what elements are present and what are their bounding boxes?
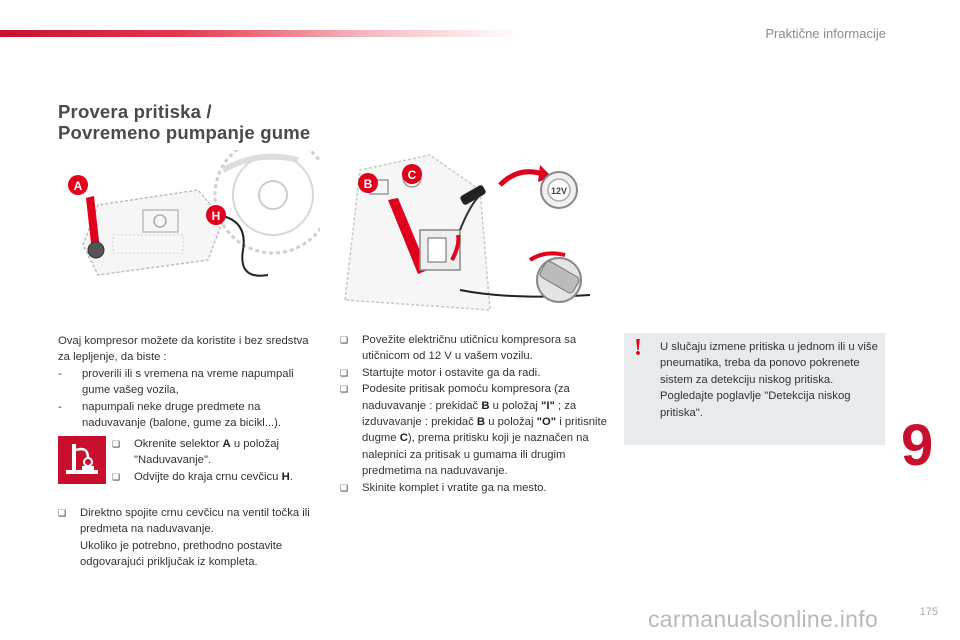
list-item: - proverili ili s vremena na vreme napumpali gume vašeg vozila, — [58, 367, 294, 397]
intro-text: Ovaj kompresor možete da koristite i bez sredstva za lepljenje, da biste : — [58, 335, 309, 364]
list-item: ❑ Povežite električnu utičnicu kompresora sa utičnicom od 12 V u vašem vozilu. — [340, 334, 577, 363]
steps-a-block — [112, 436, 322, 485]
dash-marker: - — [58, 367, 62, 380]
page-title-line1: Provera pritiska / — [58, 101, 212, 122]
label-c: C — [407, 168, 417, 182]
bullet-marker: ❑ — [340, 367, 349, 378]
bullet-marker: ❑ — [58, 508, 67, 518]
label-a: A — [73, 179, 83, 193]
compressor-illustration-2 — [340, 150, 590, 325]
list-item: ❑ Startujte motor i ostavite ga da radi. — [340, 365, 608, 381]
steps-col2-block — [340, 332, 608, 496]
bullet-marker: ❑ — [112, 471, 121, 482]
bullet-marker: ❑ — [112, 439, 121, 449]
watermark: carmanualsonline.info — [648, 606, 879, 632]
label-h: H — [211, 209, 221, 223]
list-item: ❑ Podesite pritisak pomoću kompresora (za naduvavanje : prekidač B u položaj "I" ; za izduvavanje : prekidač B u položaj "O" i pritisnite dugme C), prema pritisku koji je naznačen na nalepnici za pritisak u gumama ili drugim predmetima na naduvavanje. — [340, 383, 607, 478]
list-item: ❑ Odvijte do kraja crnu cevčicu H. — [112, 469, 322, 485]
steps-b-block — [58, 505, 320, 571]
section-title: Praktične informacije — [765, 26, 886, 41]
header-accent-bar — [0, 30, 520, 37]
socket-label: 12V — [550, 186, 568, 196]
warning-icon: ! — [634, 335, 642, 361]
warning-note — [624, 333, 885, 445]
compressor-pictogram-icon — [58, 436, 106, 484]
intro-block — [58, 333, 318, 431]
chapter-number: 9 — [901, 413, 934, 478]
bullet-marker: ❑ — [340, 335, 349, 345]
dash-marker: - — [58, 400, 62, 413]
list-item: ❑ Okrenite selektor A u položaj "Naduvavanje". — [112, 438, 280, 467]
list-item: - napumpali neke druge predmete na naduvavanje (balone, gume za bicikl...). — [58, 400, 282, 430]
list-item: ❑ Skinite komplet i vratite ga na mesto. — [340, 480, 608, 496]
page-title-line2: Povremeno pumpanje gume — [58, 122, 311, 143]
bullet-marker: ❑ — [340, 482, 349, 493]
label-b: B — [363, 177, 373, 191]
list-item: ❑ Direktno spojite crnu cevčicu na ventil točka ili predmeta na naduvavanje. Ukoliko je potrebno, prethodno postavite odgovarajući priključak iz kompleta. — [58, 507, 310, 569]
page-title — [58, 101, 310, 143]
page-number: 175 — [919, 606, 938, 618]
compressor-illustration-1 — [58, 150, 320, 290]
warning-note-text: U slučaju izmene pritiska u jednom ili u više pneumatika, treba da ponovo pokrenete sistem za detekciju niskog pritiska. Pogledajte poglavlje "Detekcija niskog pritiska". — [660, 341, 878, 419]
bullet-marker: ❑ — [340, 384, 349, 395]
